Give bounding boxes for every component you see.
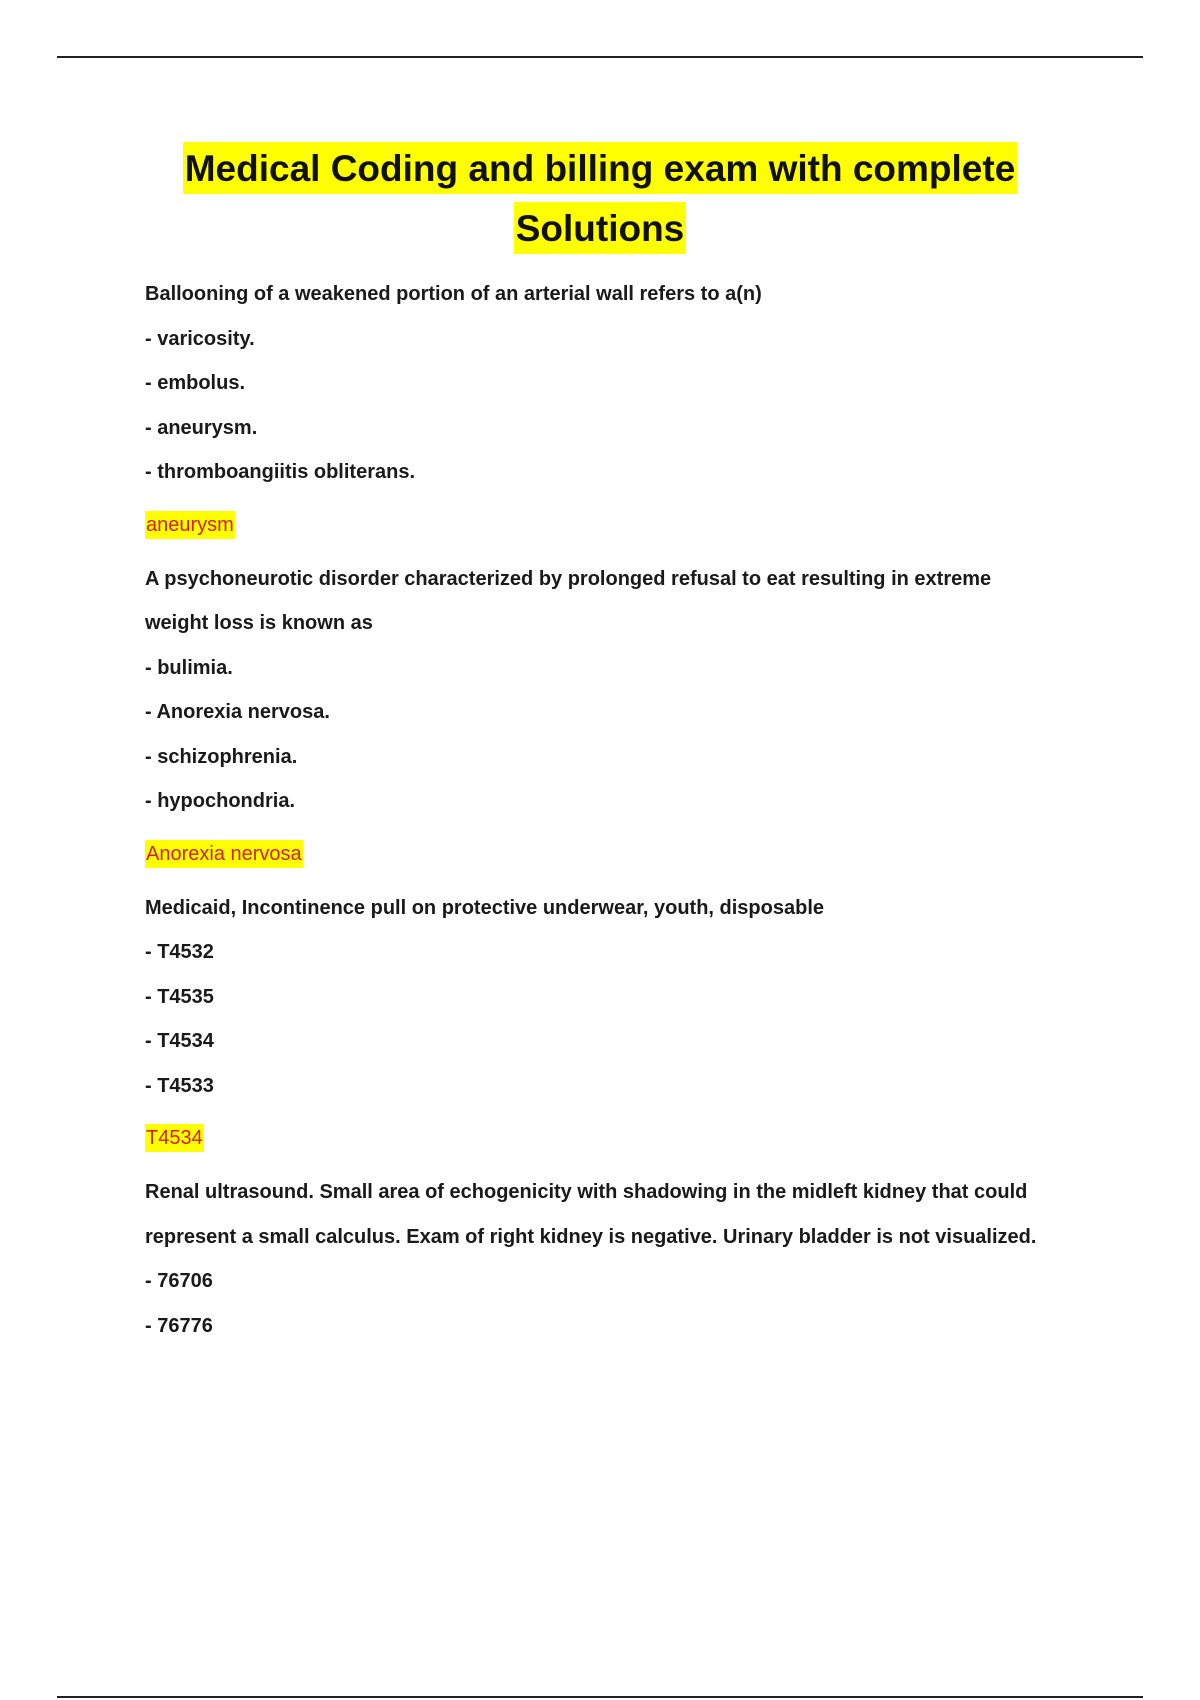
answer-text: Anorexia nervosa	[145, 840, 303, 868]
answer-text: aneurysm	[145, 511, 235, 539]
question-4	[145, 1170, 1095, 1348]
top-rule	[57, 56, 1143, 58]
question-prompt-continued: represent a small calculus. Exam of right kidney is negative. Urinary bladder is not visualized.	[145, 1225, 1037, 1248]
option-item: - embolus.	[145, 372, 246, 394]
title-line-2: Solutions	[514, 202, 687, 254]
option-item: - T4532	[145, 941, 214, 963]
document-title	[0, 142, 1200, 254]
option-item: - bulimia.	[145, 656, 233, 679]
question-1	[145, 272, 1095, 541]
title-line-1: Medical Coding and billing exam with complete	[183, 142, 1018, 194]
option-item: - T4535	[145, 985, 214, 1008]
question-list	[145, 272, 1095, 1348]
answer-block	[145, 511, 1095, 541]
answer-block	[145, 840, 1095, 870]
option-item: - thromboangiitis obliterans.	[145, 461, 416, 483]
question-prompt-continued: weight loss is known as	[145, 612, 373, 634]
question-prompt: Medicaid, Incontinence pull on protective underwear, youth, disposable	[145, 896, 825, 919]
option-item: - schizophrenia.	[145, 745, 298, 768]
question-prompt: Renal ultrasound. Small area of echogenicity with shadowing in the midleft kidney that could	[145, 1181, 1028, 1203]
question-2	[145, 557, 1095, 870]
option-item: - aneurysm.	[145, 416, 258, 439]
answer-block	[145, 1124, 1095, 1154]
option-item: - T4533	[145, 1074, 214, 1097]
question-prompt: A psychoneurotic disorder characterized by prolonged refusal to eat resulting in extreme	[145, 567, 992, 590]
question-3	[145, 886, 1095, 1155]
option-item: - 76776	[145, 1314, 213, 1337]
answer-text: T4534	[145, 1124, 204, 1152]
option-item: - T4534	[145, 1030, 214, 1052]
option-item: - 76706	[145, 1270, 213, 1292]
question-prompt: Ballooning of a weakened portion of an arterial wall refers to a(n)	[145, 283, 762, 305]
bottom-rule	[57, 1696, 1143, 1698]
option-item: - Anorexia nervosa.	[145, 701, 330, 723]
option-item: - varicosity.	[145, 327, 255, 350]
option-item: - hypochondria.	[145, 790, 295, 812]
